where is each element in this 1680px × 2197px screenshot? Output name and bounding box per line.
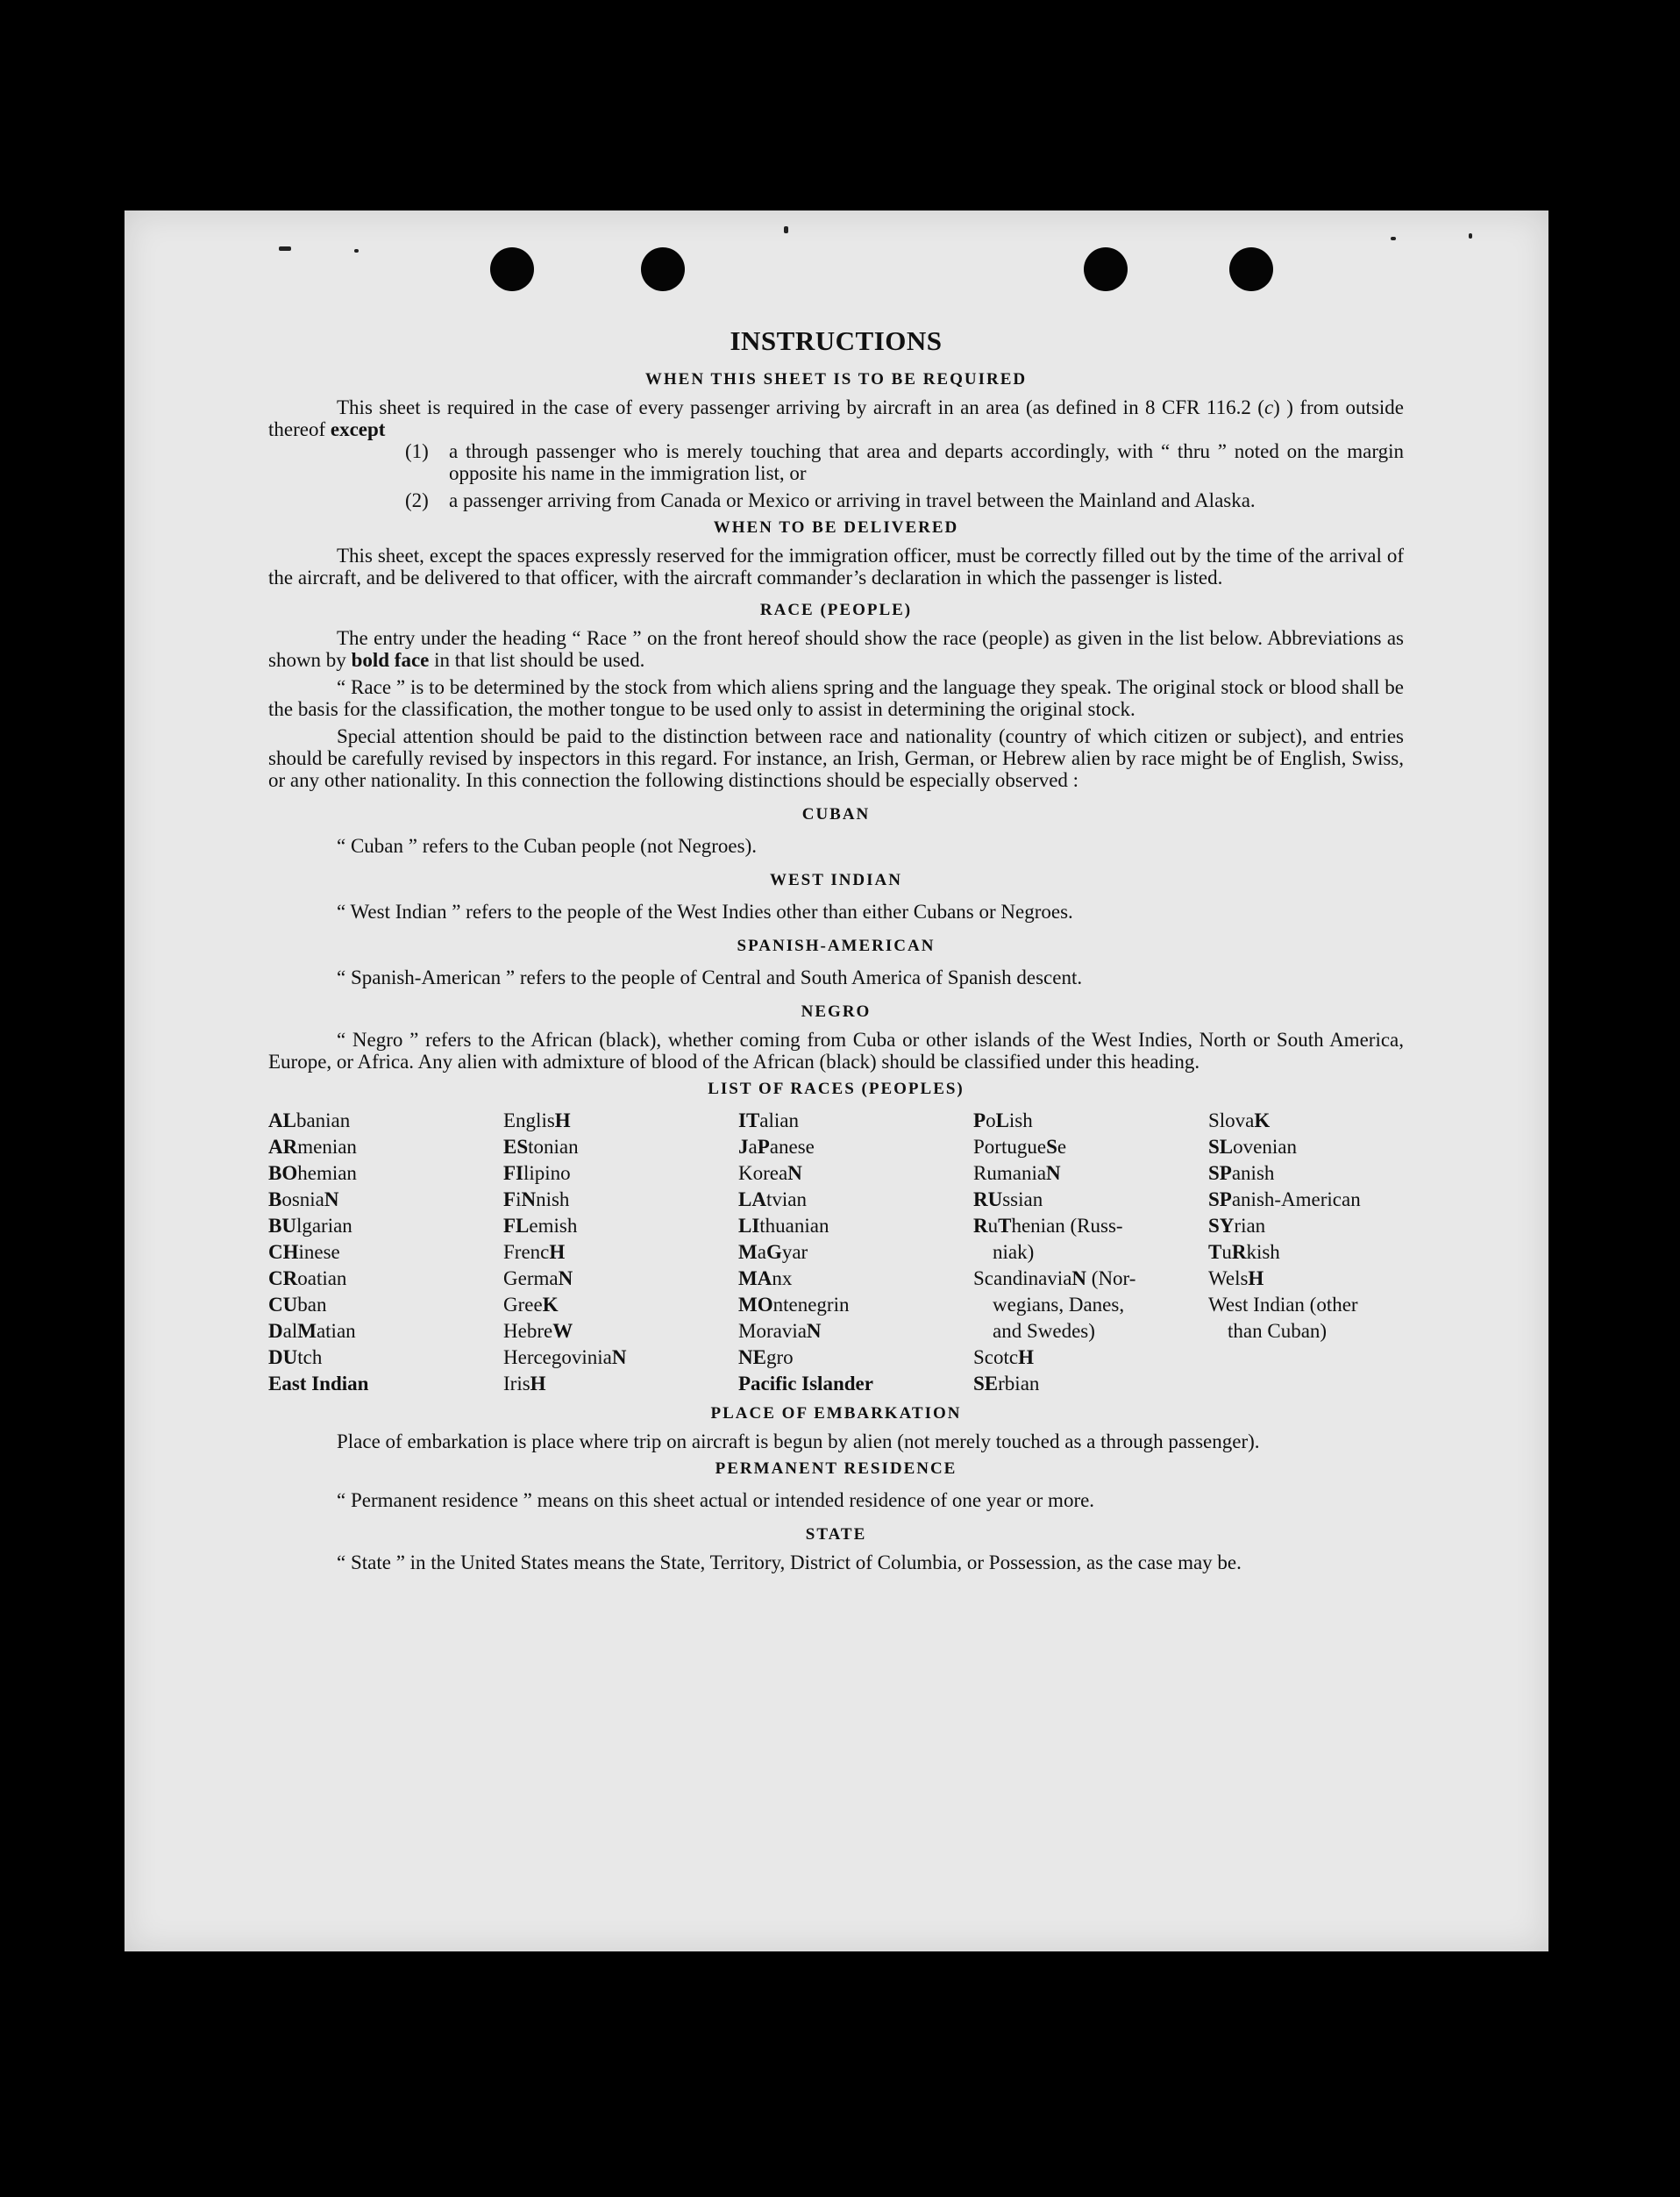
section-heading-spanish-american: SPANISH-AMERICAN (737, 937, 936, 955)
race-entry: BUlgarian (268, 1215, 352, 1237)
race-paragraph-3: Special attention should be paid to the distinction between race and nationality (country of which citizen or subject), and entries should be carefully revised by inspectors in this regard. For instance, an Irish, German, or Hebrew alien by race might be of English, Swiss, or any other nationality. In this connection the following distinctions should be especially observed : (268, 725, 1404, 791)
race-entry: ScotcH (973, 1346, 1034, 1368)
race-paragraph-2: “ Race ” is to be determined by the stock from which aliens spring and the language they speak. The original stock or blood shall be the basis for the classification, the mother tongue to be used only to assist in determining the original stock. (268, 676, 1404, 720)
race-entry: GreeK (503, 1294, 559, 1316)
speck (784, 226, 788, 233)
section-heading-required: WHEN THIS SHEET IS TO BE REQUIRED (644, 370, 1028, 389)
race-paragraph-1: The entry under the heading “ Race ” on the front hereof should show the race (people) as given in the list below. Abbreviations as shown by bold face in that list should be used. (268, 627, 1404, 671)
race-entry: wegians, Danes, (993, 1294, 1125, 1316)
section-heading-west-indian: WEST INDIAN (770, 871, 902, 889)
race-entry: ARmenian (268, 1136, 357, 1158)
speck (1469, 233, 1472, 239)
race-entry: PortugueSe (973, 1136, 1067, 1158)
required-item-1: (1) a through passenger who is merely touching that area and departs accordingly, with “ thru ” noted on the margin opposite his name in the immigration list, or (405, 440, 1404, 484)
races-column (268, 1108, 503, 1397)
races-column (503, 1108, 738, 1397)
race-entry: SErbian (973, 1373, 1040, 1395)
punch-hole (641, 247, 685, 291)
state-text: “ State ” in the United States means the State, Territory, District of Columbia, or Possession, as the case may be. (337, 1551, 1242, 1573)
section-heading-delivered: WHEN TO BE DELIVERED (713, 518, 959, 537)
race-entry: BosniaN (268, 1188, 339, 1210)
embarkation-text: Place of embarkation is place where trip on aircraft is begun by alien (not merely touched as a through passenger). (337, 1430, 1260, 1452)
punch-hole (1084, 247, 1128, 291)
race-entry: NEgro (738, 1346, 794, 1368)
race-entry: PoLish (973, 1109, 1033, 1131)
spanish-american-text: “ Spanish-American ” refers to the people of Central and South America of Spanish descent. (337, 967, 1083, 988)
race-entry: ALbanian (268, 1109, 351, 1131)
section-heading-residence: PERMANENT RESIDENCE (715, 1459, 957, 1478)
race-entry: RuThenian (Russ- (973, 1215, 1123, 1237)
race-entry: HebreW (503, 1320, 573, 1342)
required-intro: This sheet is required in the case of every passenger arriving by aircraft in an area (as defined in 8 CFR 116.2 (c) ) from outside thereof except (268, 396, 1404, 440)
races-column (973, 1108, 1208, 1397)
race-entry: CRoatian (268, 1267, 347, 1289)
section-heading-state: STATE (805, 1525, 867, 1544)
race-entry: SlovaK (1208, 1109, 1271, 1131)
negro-text: “ Negro ” refers to the African (black), whether coming from Cuba or other islands of the West Indies, North or South America, Europe, or Africa. Any alien with admixture of blood of the African (black) should be classified under this heading. (268, 1029, 1404, 1073)
race-entry: ScandinaviaN (Nor- (973, 1267, 1136, 1289)
section-heading-negro: NEGRO (801, 1002, 872, 1021)
section-heading-race: RACE (PEOPLE) (759, 601, 913, 619)
race-entry: BOhemian (268, 1162, 357, 1184)
race-entry: FIlipino (503, 1162, 571, 1184)
race-entry: Pacific Islander (738, 1373, 873, 1395)
race-entry: TuRkish (1208, 1241, 1280, 1263)
race-entry: SLovenian (1208, 1136, 1297, 1158)
race-entry: SPanish-American (1208, 1188, 1361, 1210)
race-entry: DUtch (268, 1346, 323, 1368)
west-indian-text: “ West Indian ” refers to the people of the West Indies other than either Cubans or Negroes. (337, 901, 1073, 923)
race-entry: LAtvian (738, 1188, 807, 1210)
race-entry: FLemish (503, 1215, 578, 1237)
race-entry: SPanish (1208, 1162, 1275, 1184)
races-column (1208, 1108, 1404, 1397)
section-heading-list-of-races: LIST OF RACES (PEOPLES) (708, 1080, 965, 1098)
race-entry: JaPanese (738, 1136, 815, 1158)
residence-text: “ Permanent residence ” means on this sheet actual or intended residence of one year or more. (337, 1489, 1095, 1511)
race-entry: CHinese (268, 1241, 340, 1263)
speck (279, 246, 291, 251)
page-title: INSTRUCTIONS (730, 325, 943, 356)
race-entry: FiNnish (503, 1188, 570, 1210)
race-entry: RUssian (973, 1188, 1043, 1210)
race-entry: HercegoviniaN (503, 1346, 627, 1368)
section-heading-embarkation: PLACE OF EMBARKATION (710, 1404, 962, 1423)
section-heading-cuban: CUBAN (801, 805, 871, 824)
race-entry: SYrian (1208, 1215, 1266, 1237)
race-entry: MAnx (738, 1267, 793, 1289)
speck (354, 249, 359, 253)
race-entry: WelsH (1208, 1267, 1264, 1289)
race-entry: KoreaN (738, 1162, 802, 1184)
race-entry: IrisH (503, 1373, 546, 1395)
race-entry: East Indian (268, 1373, 369, 1395)
instructions-content (268, 316, 1404, 1573)
race-entry: EStonian (503, 1136, 579, 1158)
cuban-text: “ Cuban ” refers to the Cuban people (not Negroes). (337, 835, 758, 857)
race-entry: than Cuban) (1228, 1320, 1328, 1342)
required-item-2: (2) a passenger arriving from Canada or Mexico or arriving in travel between the Mainland and Alaska. (405, 489, 1256, 511)
race-entry: DalMatian (268, 1320, 356, 1342)
race-entry: GermaN (503, 1267, 573, 1289)
race-entry: MOntenegrin (738, 1294, 850, 1316)
delivered-text: This sheet, except the spaces expressly reserved for the immigration officer, must be correctly filled out by the time of the arrival of the aircraft, and be delivered to that officer, with the aircraft commander’s declaration in which the passenger is listed. (268, 545, 1404, 588)
race-entry: FrencH (503, 1241, 566, 1263)
punch-hole (490, 247, 534, 291)
race-entry: and Swedes) (993, 1320, 1095, 1342)
race-entry: RumaniaN (973, 1162, 1061, 1184)
race-entry: ITalian (738, 1109, 799, 1131)
race-entry: MaGyar (738, 1241, 808, 1263)
speck (1391, 237, 1396, 240)
races-column (738, 1108, 973, 1397)
race-entry: EnglisH (503, 1109, 571, 1131)
race-entry: LIthuanian (738, 1215, 829, 1237)
race-entry: West Indian (other (1208, 1294, 1358, 1316)
race-entry: MoraviaN (738, 1320, 822, 1342)
races-list (268, 1108, 1404, 1397)
race-entry: CUban (268, 1294, 327, 1316)
punch-hole (1229, 247, 1273, 291)
race-entry: niak) (993, 1241, 1035, 1263)
